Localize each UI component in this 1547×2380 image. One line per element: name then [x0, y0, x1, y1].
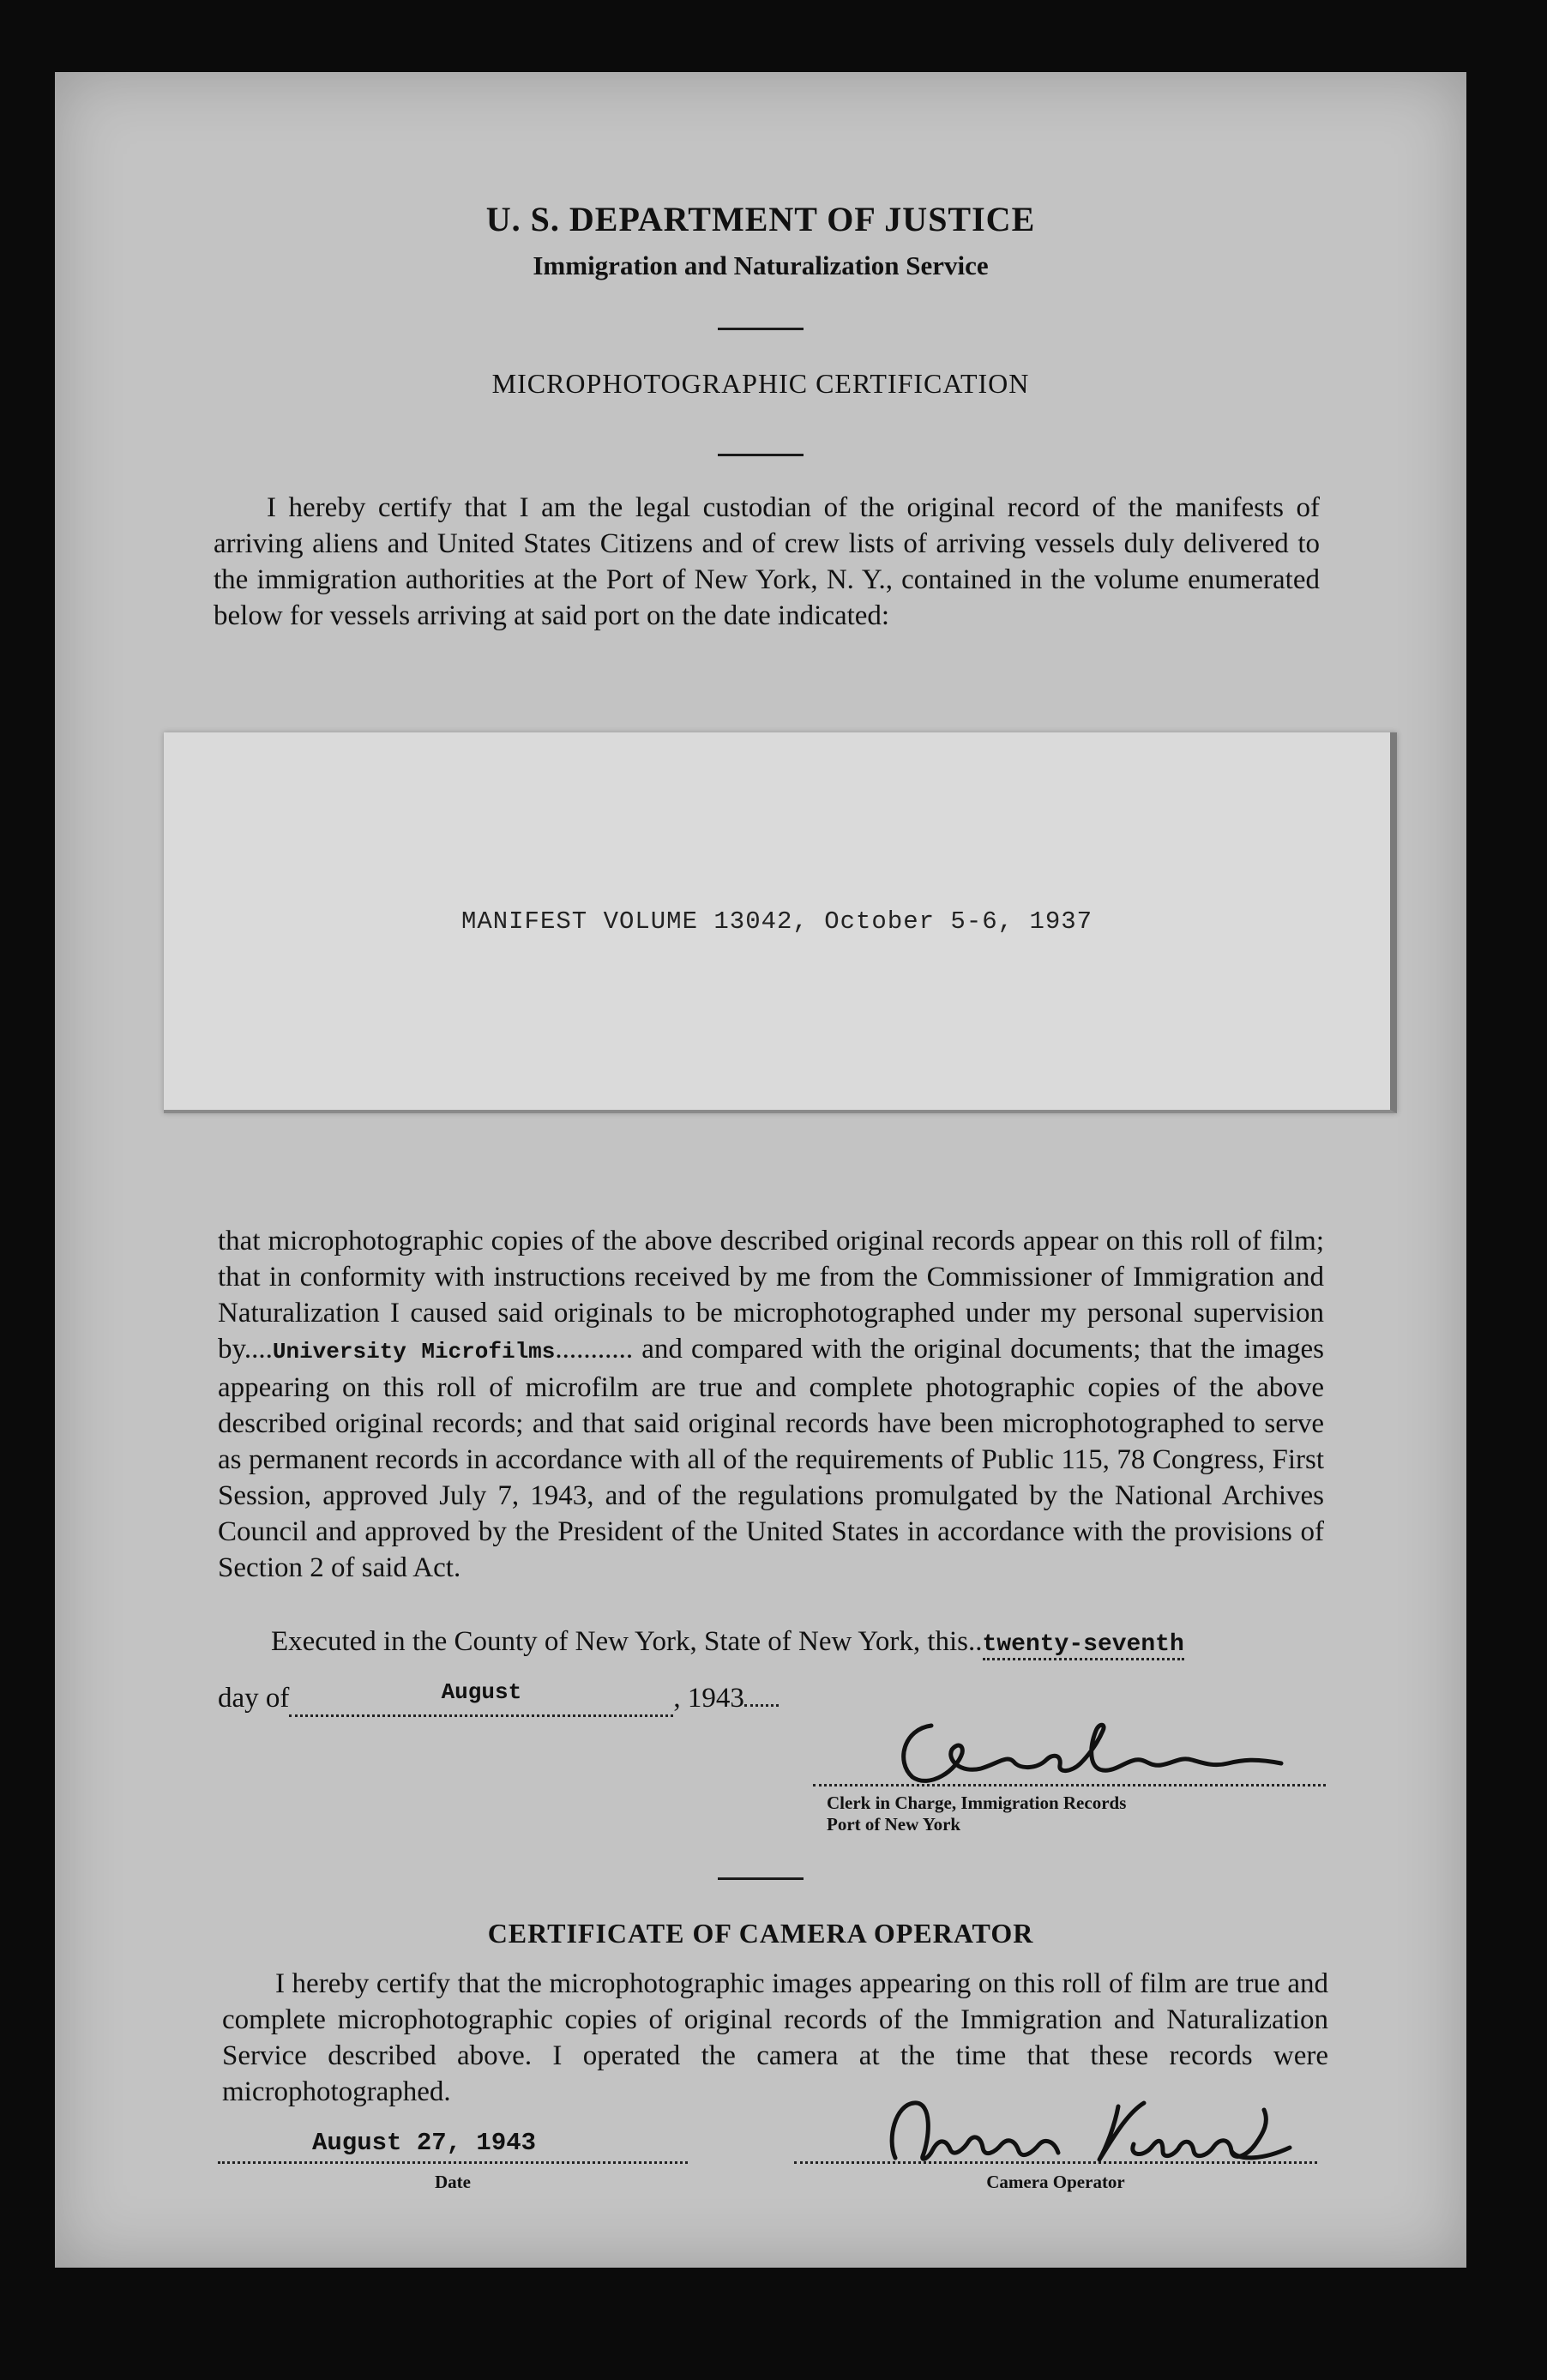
microfilm-text-after: ........... and compared with the original documents; that the images appearing on this roll of microfilm are true and complete photographic copies of the above described original records; and that said original records have been microphotographed to serve as permanent records in accordance with all of the requirements of Public 115, 78 Congress, First Session, approved July 7, 1943, and of the regulations promulgated by the National Archives Council and approved by the President of the United States in accordance with the provisions of Section 2 of said Act.: [218, 1334, 1324, 1583]
operator-date-value: August 27, 1943: [312, 2129, 537, 2157]
day-ordinal-value: twenty-seventh: [983, 1631, 1184, 1660]
photographed-by-value: University Microfilms: [272, 1339, 556, 1365]
day-of-label: day of: [218, 1683, 290, 1714]
divider-rule: [718, 1877, 804, 1880]
clerk-signature: [878, 1710, 1307, 1792]
service-subtitle: Immigration and Naturalization Service: [533, 250, 989, 280]
microfilm-paragraph: [218, 1223, 1324, 1586]
operator-caption: Camera Operator: [986, 2172, 1125, 2192]
month-value: August: [441, 1679, 522, 1705]
operator-signature-line: [794, 2161, 1317, 2164]
clerk-signature-line: [813, 1784, 1326, 1787]
certification-title: MICROPHOTOGRAPHIC CERTIFICATION: [491, 368, 1030, 399]
microfilm-text-before: that microphotographic copies of the above described original records appear on this roll of film; that in conformity with instructions received by me from the Commissioner of Immigration and Naturalization I caused said originals to be microphotographed under my personal supervision by....: [218, 1226, 1324, 1365]
executed-line: [218, 1626, 1333, 1658]
clerk-caption: [827, 1793, 1126, 1835]
date-signature-line: [218, 2161, 688, 2164]
clerk-port: Port of New York: [827, 1814, 961, 1835]
date-caption: Date: [435, 2172, 471, 2192]
clerk-title: Clerk in Charge, Immigration Records: [827, 1793, 1127, 1813]
divider-rule: [718, 454, 804, 456]
operator-signature: [861, 2088, 1307, 2169]
year-trailing-dots: [744, 1704, 779, 1707]
camera-operator-title: CERTIFICATE OF CAMERA OPERATOR: [487, 1918, 1034, 1949]
month-field: [289, 1679, 673, 1717]
executed-text: Executed in the County of New York, State of New York, this..: [271, 1626, 983, 1657]
manifest-volume-label: MANIFEST VOLUME 13042, October 5-6, 1937: [460, 907, 1093, 936]
custodian-paragraph: I hereby certify that I am the legal custodian of the original record of the manifests of arriving aliens and United States Citizens and of crew lists of arriving vessels duly delivered to the immigration authorities at the Port of New York, N. Y., contained in the volume enumerated below for vessels arriving at said port on the date indicated:: [214, 492, 1320, 631]
year-value: , 1943: [673, 1683, 744, 1714]
department-title: U. S. DEPARTMENT OF JUSTICE: [485, 200, 1036, 238]
manifest-insert-card: [164, 732, 1397, 1113]
camera-operator-paragraph: I hereby certify that the microphotographic images appearing on this roll of film are true and complete microphotographic copies of original records of the Immigration and Naturalization Service described above. I operated the camera at the time that these records were microphotographed.: [222, 1968, 1328, 2107]
divider-rule: [718, 328, 804, 330]
certificate-page: [55, 72, 1466, 2268]
day-of-line: [218, 1679, 779, 1717]
